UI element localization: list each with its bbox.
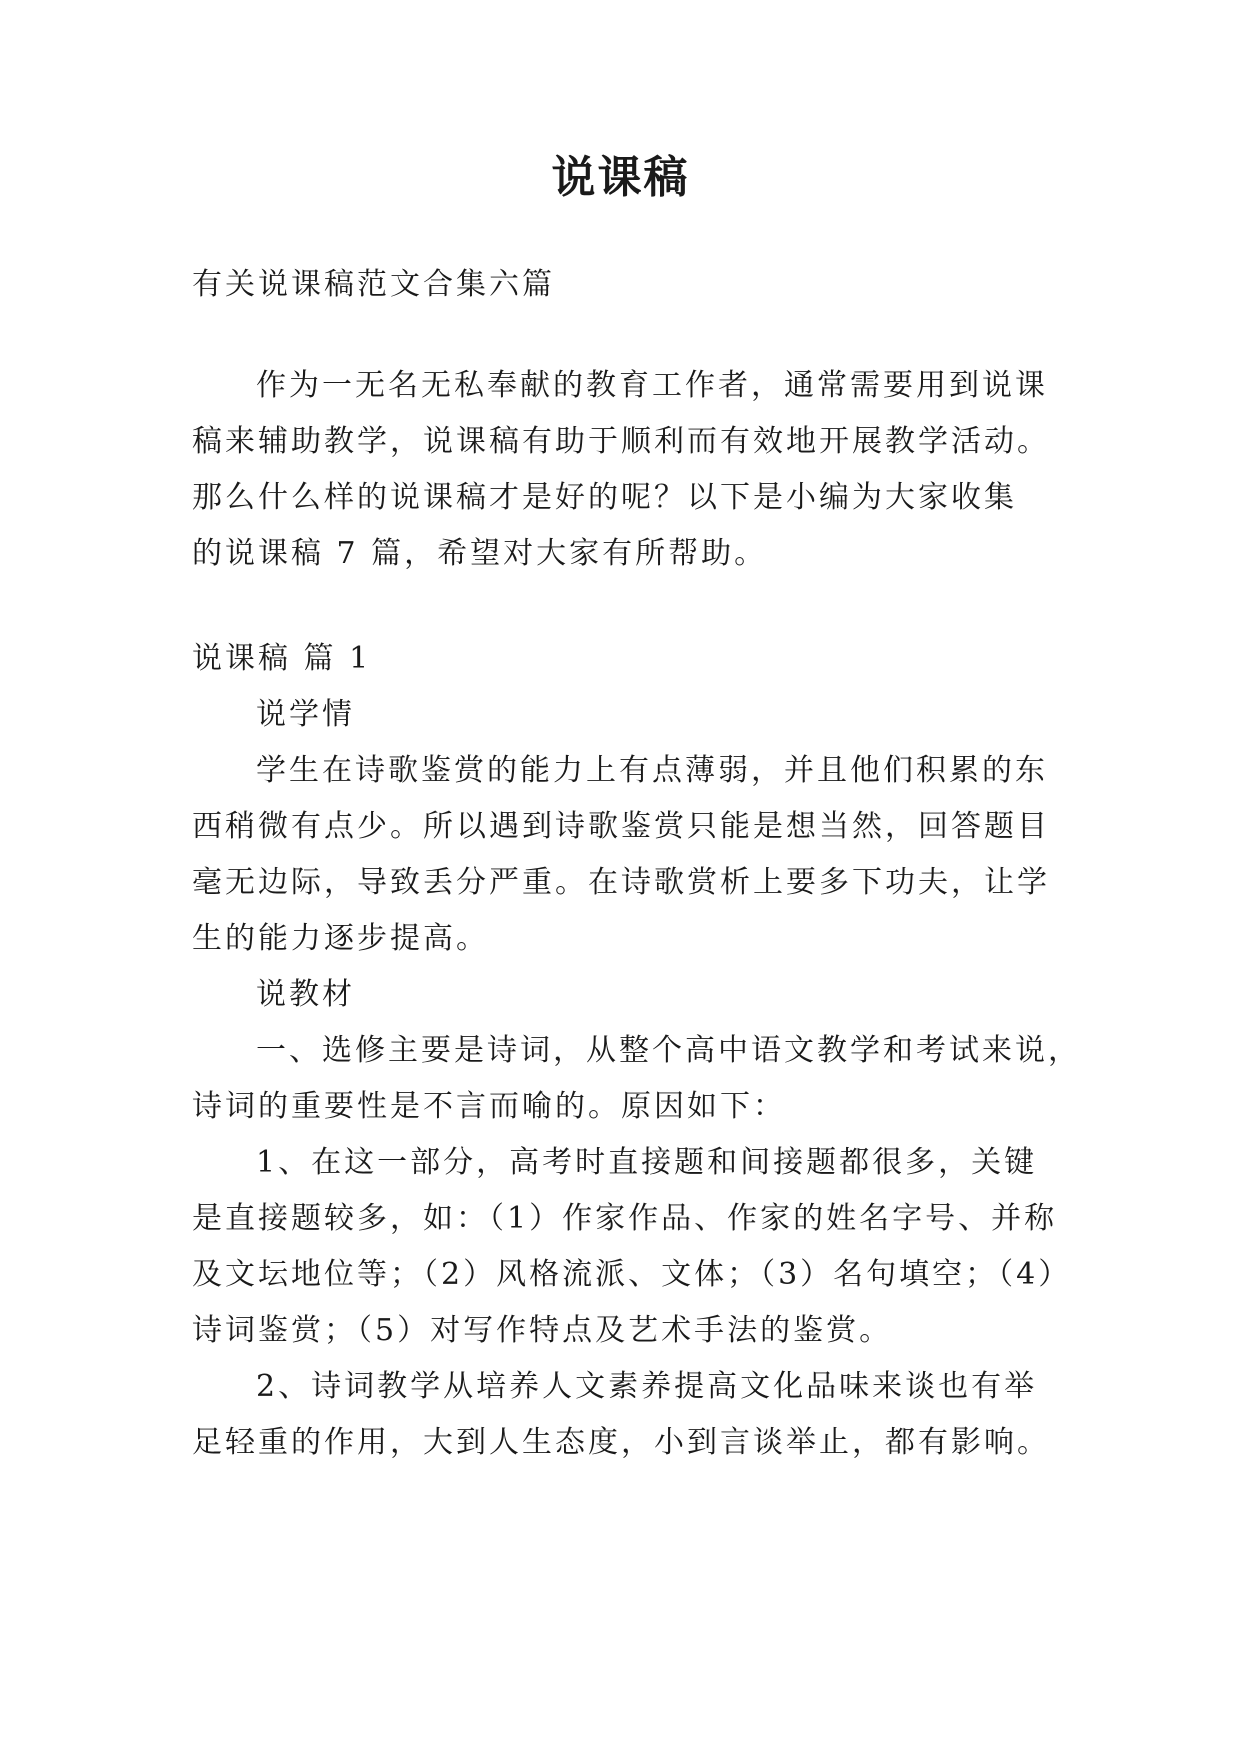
jiaocai-line: 2、诗词教学从培养人文素养提高文化品味来谈也有举 <box>256 1369 1038 1404</box>
intro-line: 那么什么样的说课稿才是好的呢？以下是小编为大家收集 <box>192 480 1017 515</box>
xueqing-heading: 说学情 <box>256 697 355 732</box>
intro-line: 的说课稿 7 篇，希望对大家有所帮助。 <box>192 536 768 571</box>
jiaocai-line: 1、在这一部分，高考时直接题和间接题都很多，关键 <box>256 1145 1038 1180</box>
jiaocai-line: 诗词鉴赏；（5）对写作特点及艺术手法的鉴赏。 <box>192 1313 893 1348</box>
intro-line: 作为一无名无私奉献的教育工作者，通常需要用到说课 <box>256 368 1048 403</box>
document-title: 说课稿 <box>551 152 690 203</box>
jiaocai-line: 及文坛地位等；（2）风格流派、文体；（3）名句填空；（4） <box>192 1257 1072 1292</box>
jiaocai-line: 诗词的重要性是不言而喻的。原因如下： <box>192 1089 786 1124</box>
intro-line: 稿来辅助教学，说课稿有助于顺利而有效地开展教学活动。 <box>192 424 1050 459</box>
xueqing-line: 生的能力逐步提高。 <box>192 921 489 956</box>
document-subtitle: 有关说课稿范文合集六篇 <box>192 267 555 302</box>
xueqing-line: 毫无边际，导致丢分严重。在诗歌赏析上要多下功夫，让学 <box>192 865 1050 900</box>
jiaocai-line: 足轻重的作用，大到人生态度，小到言谈举止，都有影响。 <box>192 1425 1050 1460</box>
jiaocai-heading: 说教材 <box>256 977 355 1012</box>
section-heading: 说课稿 篇 1 <box>192 641 372 676</box>
xueqing-line: 西稍微有点少。所以遇到诗歌鉴赏只能是想当然，回答题目 <box>192 809 1050 844</box>
jiaocai-line: 一、选修主要是诗词，从整个高中语文教学和考试来说， <box>256 1033 1081 1068</box>
xueqing-line: 学生在诗歌鉴赏的能力上有点薄弱，并且他们积累的东 <box>256 753 1048 788</box>
jiaocai-line: 是直接题较多，如：（1）作家作品、作家的姓名字号、并称 <box>192 1201 1058 1236</box>
